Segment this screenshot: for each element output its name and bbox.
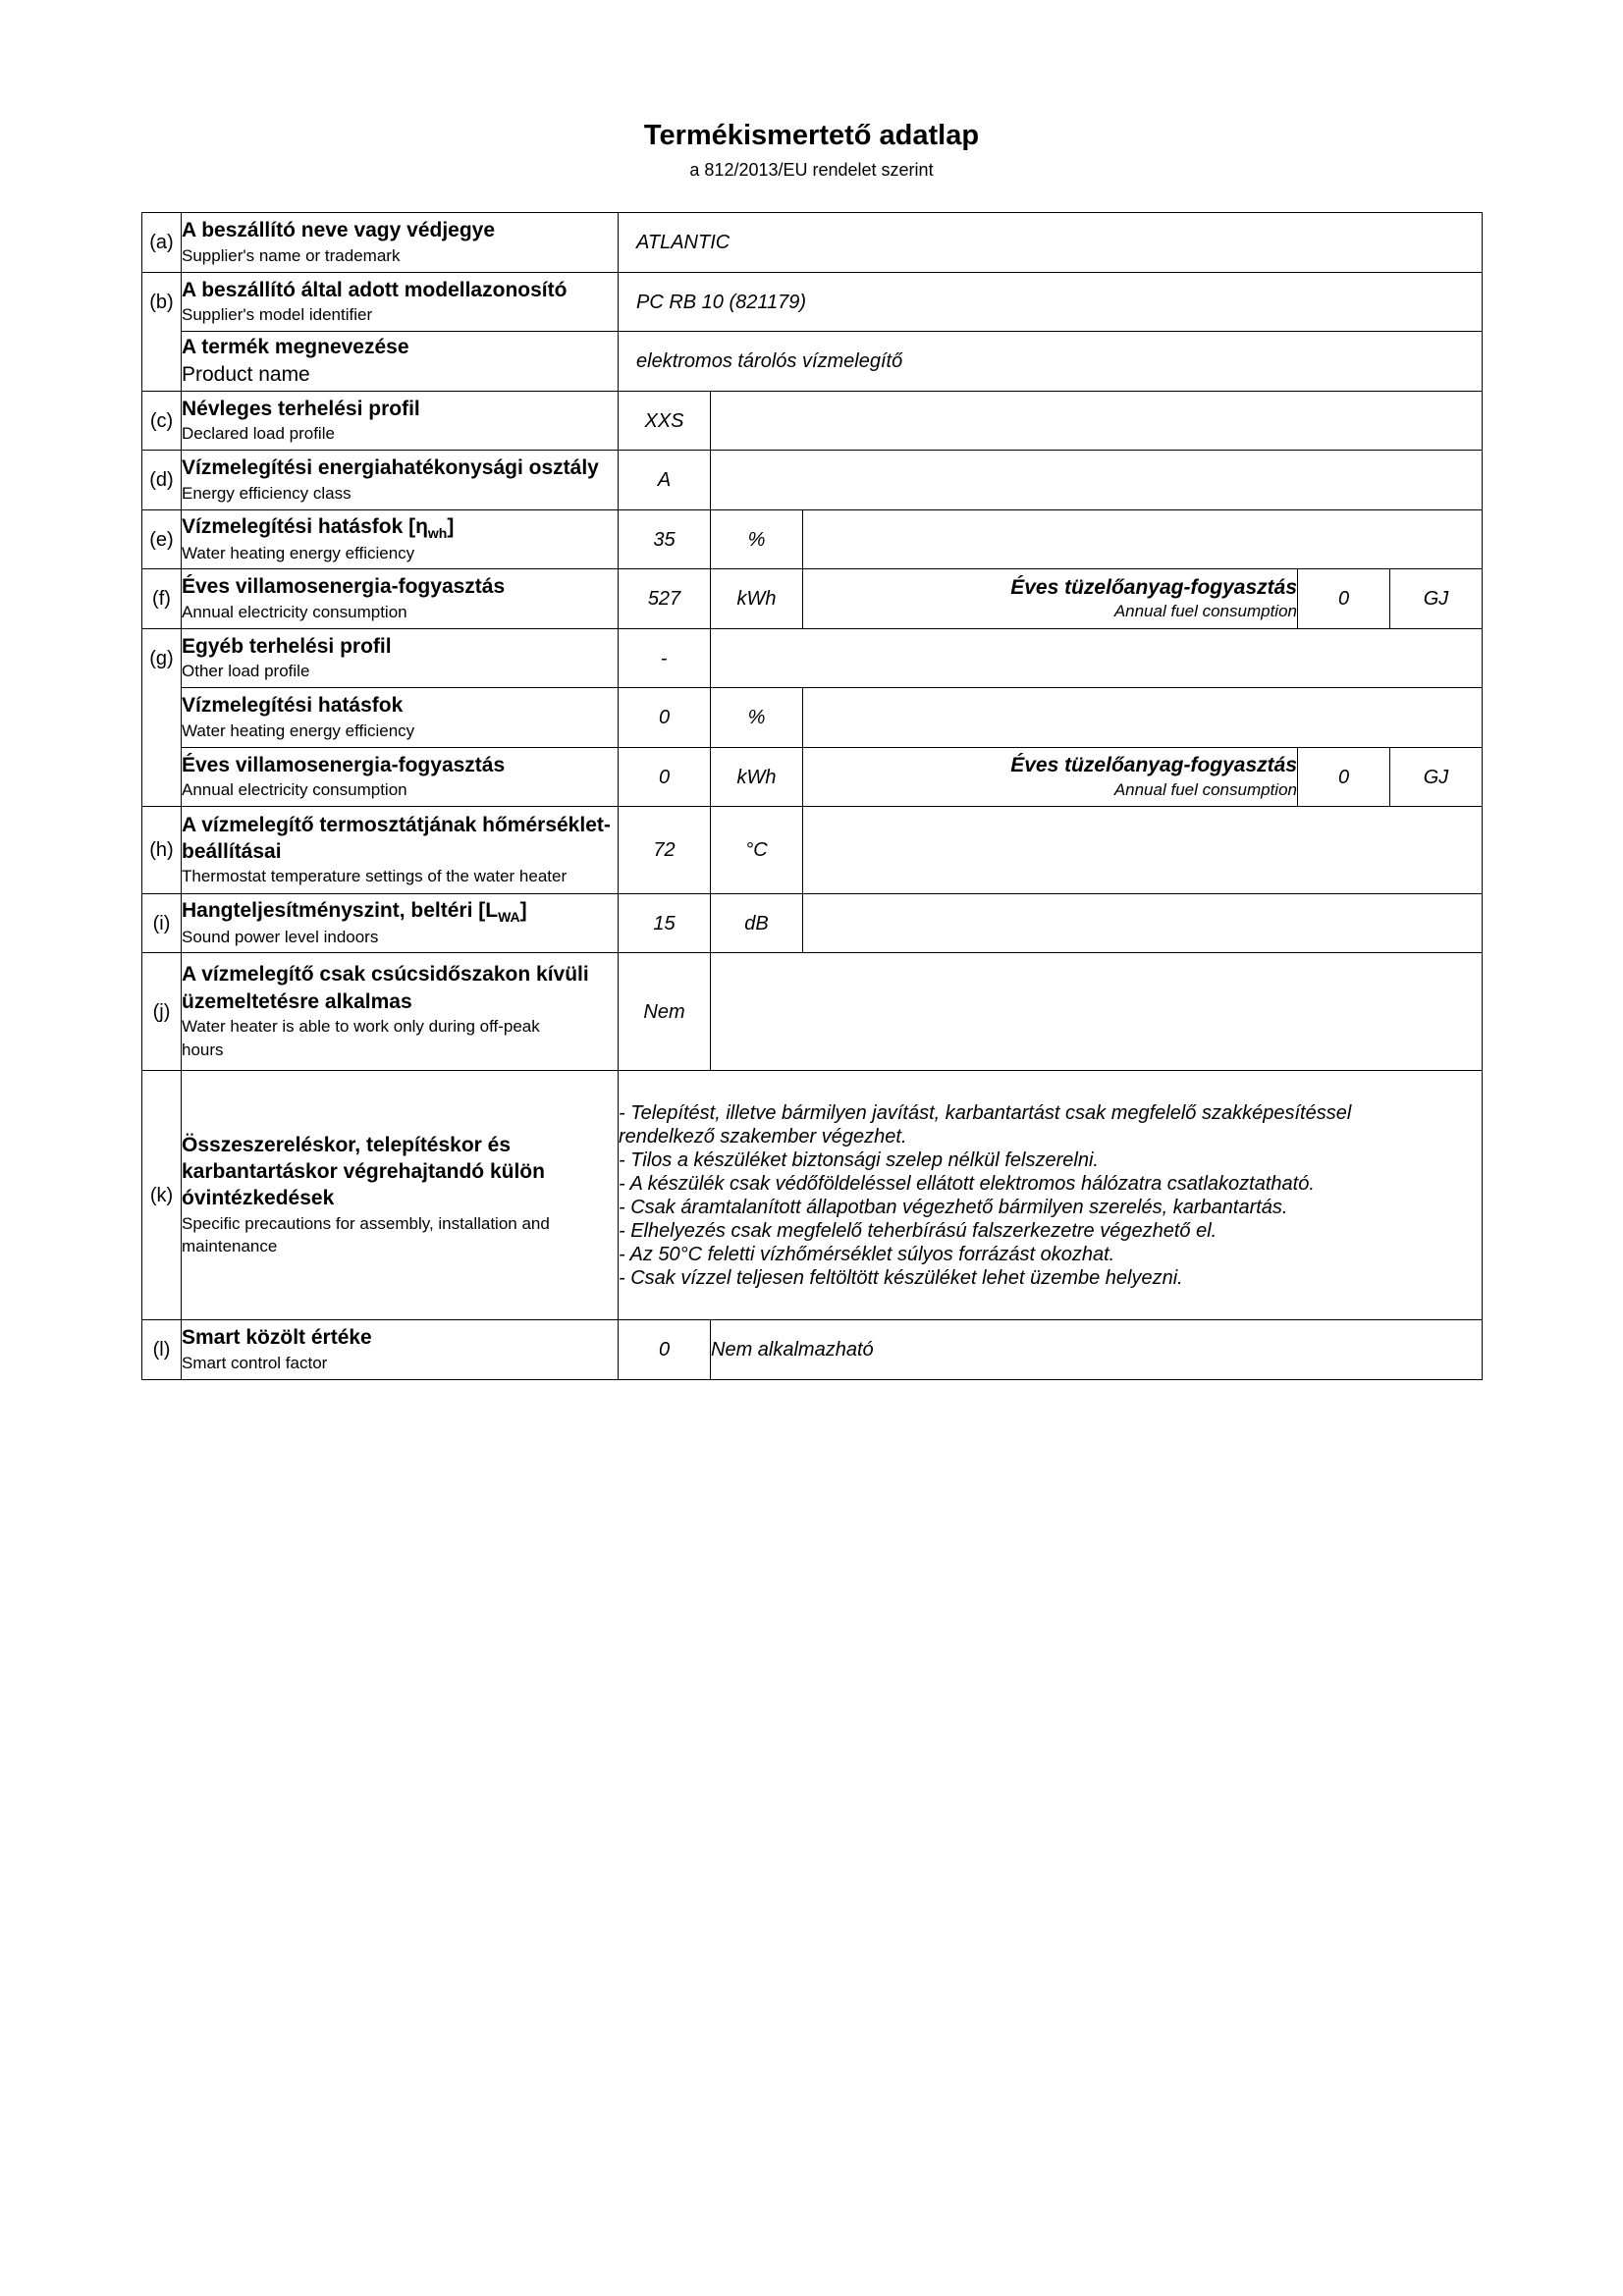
fuel-consumption-label	[803, 748, 1298, 807]
row-product-name	[142, 332, 1483, 392]
label-hu-line2: karbantartáskor végrehajtandó külön	[182, 1160, 545, 1184]
precaution-line: - Az 50°C feletti vízhőmérséklet súlyos forrázást okozhat.	[619, 1243, 1115, 1265]
row-code: (a)	[142, 213, 182, 273]
label-hu-suffix: ]	[519, 898, 527, 922]
empty-cell	[803, 894, 1483, 953]
row-code: (i)	[142, 894, 182, 953]
row-d	[142, 451, 1483, 510]
sound-level-value: 15	[619, 894, 711, 953]
precaution-line: - Telepítést, illetve bármilyen javítást, karbantartást csak megfelelő szakképesítéssel	[619, 1101, 1352, 1124]
product-data-table	[141, 212, 1483, 1380]
precautions-list	[619, 1071, 1483, 1320]
label-hu-line1: Összeszereléskor, telepítéskor és	[182, 1133, 512, 1156]
unit: °C	[711, 807, 803, 894]
label-hu: Éves villamosenergia-fogyasztás	[182, 753, 506, 776]
thermostat-value: 72	[619, 807, 711, 894]
label-en-line1: Water heater is able to work only during off-peak	[182, 1017, 540, 1036]
label-hu	[182, 897, 618, 926]
fuel-label-en: Annual fuel consumption	[1113, 602, 1297, 621]
label-en: Product name	[182, 362, 310, 386]
row-l	[142, 1320, 1483, 1380]
row-code: (d)	[142, 451, 182, 510]
label-hu-line1: A vízmelegítő csak csúcsidőszakon kívüli	[182, 963, 589, 987]
efficiency-class-value: A	[619, 451, 711, 510]
row-code-empty	[142, 748, 182, 807]
unit: kWh	[711, 569, 803, 629]
label-hu-text: Vízmelegítési hatásfok [η	[182, 514, 428, 538]
fuel-consumption-label	[803, 569, 1298, 629]
row-label	[182, 1071, 619, 1320]
label-hu: Egyéb terhelési profil	[182, 634, 392, 658]
row-label	[182, 213, 619, 273]
unit: GJ	[1390, 569, 1483, 629]
row-code: (j)	[142, 953, 182, 1071]
load-profile-value: XXS	[619, 392, 711, 451]
label-en: Water heating energy efficiency	[182, 544, 415, 563]
fuel-label-hu: Éves tüzelőanyag-fogyasztás	[1010, 575, 1297, 599]
label-hu: A termék megnevezése	[182, 335, 409, 358]
fuel-consumption-value: 0	[1298, 748, 1390, 807]
fuel-consumption-value: 0	[1298, 569, 1390, 629]
label-en: Sound power level indoors	[182, 928, 379, 947]
row-j	[142, 953, 1483, 1071]
row-g-consumption	[142, 748, 1483, 807]
label-hu-line2: üzemeltetésre alkalmas	[182, 989, 412, 1013]
label-en: Annual electricity consumption	[182, 602, 407, 621]
label-en: Supplier's name or trademark	[182, 245, 401, 265]
row-c	[142, 392, 1483, 451]
row-code: (g)	[142, 629, 182, 688]
row-k	[142, 1071, 1483, 1320]
empty-cell	[803, 510, 1483, 569]
model-identifier-value: PC RB 10 (821179)	[619, 273, 1483, 332]
row-code: (h)	[142, 807, 182, 894]
row-code: (f)	[142, 569, 182, 629]
row-a	[142, 213, 1483, 273]
row-code: (l)	[142, 1320, 182, 1380]
precaution-line: - Csak vízzel teljesen feltöltött készüléket lehet üzembe helyezni.	[619, 1266, 1183, 1289]
label-hu-line1: A vízmelegítő termosztátjának hőmérséklet-	[182, 813, 611, 836]
label-hu: Vízmelegítési hatásfok	[182, 694, 404, 718]
label-hu: Névleges terhelési profil	[182, 397, 420, 420]
empty-cell	[803, 688, 1483, 748]
row-label	[182, 688, 619, 748]
row-i	[142, 894, 1483, 953]
empty-cell	[711, 392, 1483, 451]
label-hu: Vízmelegítési energiahatékonysági osztály	[182, 456, 599, 480]
precaution-line: - A készülék csak védőföldeléssel ellátott elektromos hálózatra csatlakoztatható.	[619, 1172, 1315, 1195]
label-en-line2: hours	[182, 1040, 224, 1059]
label-hu: Éves villamosenergia-fogyasztás	[182, 575, 506, 599]
empty-cell	[711, 953, 1483, 1071]
label-en: Smart control factor	[182, 1353, 328, 1372]
empty-cell	[803, 807, 1483, 894]
row-label	[182, 748, 619, 807]
label-en: Declared load profile	[182, 424, 335, 444]
label-hu-suffix: ]	[447, 514, 455, 538]
off-peak-value: Nem	[619, 953, 711, 1071]
label-hu-text: Hangteljesítményszint, beltéri [L	[182, 898, 499, 922]
label-en: Water heating energy efficiency	[182, 721, 415, 740]
row-h	[142, 807, 1483, 894]
label-hu-line2: beállításai	[182, 840, 282, 864]
label-hu: A beszállító által adott modellazonosító	[182, 278, 568, 301]
label-en: Annual electricity consumption	[182, 780, 407, 800]
electricity-consumption-value: 0	[619, 748, 711, 807]
page-title: Termékismertető adatlap	[643, 120, 980, 151]
precaution-line: - Elhelyezés csak megfelelő teherbírású falszerkezetre végezhető el.	[619, 1219, 1217, 1242]
row-label	[182, 807, 619, 894]
precaution-line: rendelkező szakember végezhet.	[619, 1125, 907, 1148]
row-label	[182, 1320, 619, 1380]
row-b	[142, 273, 1483, 332]
row-label	[182, 451, 619, 510]
page-subtitle: a 812/2013/EU rendelet szerint	[689, 160, 934, 180]
other-load-profile-value: -	[619, 629, 711, 688]
row-label	[182, 569, 619, 629]
label-en: Energy efficiency class	[182, 483, 352, 503]
label-en: Other load profile	[182, 662, 310, 681]
fuel-label-hu: Éves tüzelőanyag-fogyasztás	[1010, 754, 1297, 777]
row-e	[142, 510, 1483, 569]
unit: kWh	[711, 748, 803, 807]
efficiency-value: 0	[619, 688, 711, 748]
empty-cell	[711, 629, 1483, 688]
unit: %	[711, 688, 803, 748]
row-code-empty	[142, 688, 182, 748]
label-subscript: wh	[427, 525, 448, 542]
row-g-efficiency	[142, 688, 1483, 748]
unit: dB	[711, 894, 803, 953]
label-hu	[182, 513, 618, 542]
row-code: (k)	[142, 1071, 182, 1320]
label-subscript: WA	[498, 909, 520, 926]
supplier-name-value: ATLANTIC	[619, 213, 1483, 273]
row-label	[182, 629, 619, 688]
row-label	[182, 894, 619, 953]
product-name-value: elektromos tárolós vízmelegítő	[619, 332, 1483, 392]
row-code: (c)	[142, 392, 182, 451]
row-g	[142, 629, 1483, 688]
unit: %	[711, 510, 803, 569]
row-code-empty	[142, 332, 182, 392]
row-label	[182, 953, 619, 1071]
unit: GJ	[1390, 748, 1483, 807]
precaution-line: - Tilos a készüléket biztonsági szelep nélkül felszerelni.	[619, 1148, 1099, 1171]
label-en: Supplier's model identifier	[182, 305, 373, 325]
row-label	[182, 510, 619, 569]
label-en-line1: Specific precautions for assembly, installation and	[182, 1213, 550, 1233]
row-label	[182, 332, 619, 392]
electricity-consumption-value: 527	[619, 569, 711, 629]
row-code: (e)	[142, 510, 182, 569]
smart-factor-value: 0	[619, 1320, 711, 1380]
label-en-line2: maintenance	[182, 1237, 278, 1256]
smart-factor-note: Nem alkalmazható	[711, 1320, 1483, 1380]
efficiency-value: 35	[619, 510, 711, 569]
label-hu: Smart közölt értéke	[182, 1326, 372, 1350]
row-label	[182, 392, 619, 451]
row-f	[142, 569, 1483, 629]
row-label	[182, 273, 619, 332]
row-code: (b)	[142, 273, 182, 332]
fuel-label-en: Annual fuel consumption	[1113, 779, 1297, 799]
label-hu: A beszállító neve vagy védjegye	[182, 219, 496, 242]
label-hu-line3: óvintézkedések	[182, 1187, 335, 1210]
label-en: Thermostat temperature settings of the water heater	[182, 867, 568, 886]
precaution-line: - Csak áramtalanított állapotban végezhető bármilyen szerelés, karbantartás.	[619, 1196, 1288, 1218]
empty-cell	[711, 451, 1483, 510]
